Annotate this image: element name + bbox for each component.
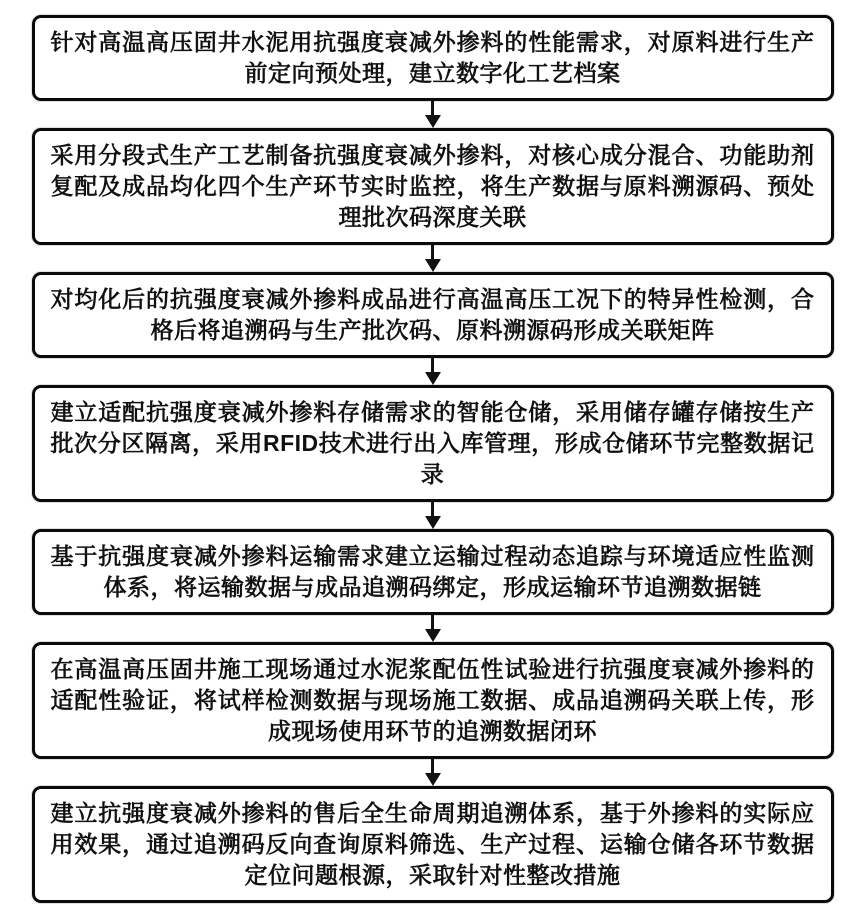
flow-step-7-text: 建立抗强度衰减外掺料的售后全生命周期追溯体系，基于外掺料的实际应用效果，通过追溯码反向查询原料筛选、生产过程、运输仓储各环节数据定位问题根源，采取针对性整改措施 xyxy=(50,800,815,888)
flow-step-5-text: 基于抗强度衰减外掺料运输需求建立运输过程动态追踪与环境适应性监测体系，将运输数据与成品追溯码绑定，形成运输环节追溯数据链 xyxy=(50,543,815,600)
flow-step-7-box xyxy=(32,786,834,903)
flow-step-3-box xyxy=(32,272,834,358)
arrow-head-icon xyxy=(425,115,441,128)
down-arrow-5 xyxy=(425,615,441,642)
flow-step-2-box xyxy=(32,128,834,245)
arrow-stem xyxy=(431,358,434,372)
flow-step-5-box xyxy=(32,529,834,615)
flowchart-column xyxy=(32,15,834,903)
arrow-head-icon xyxy=(425,372,441,385)
arrow-stem xyxy=(431,101,434,115)
flow-step-4-text: 建立适配抗强度衰减外掺料存储需求的智能仓储，采用储存罐存储按生产批次分区隔离，采用RFID技术进行出入库管理，形成仓储环节完整数据记录 xyxy=(50,399,815,487)
flow-step-4-box xyxy=(32,385,834,502)
arrow-head-icon xyxy=(425,516,441,529)
arrow-stem xyxy=(431,502,434,516)
arrow-head-icon xyxy=(425,629,441,642)
flow-step-1-box xyxy=(32,15,834,101)
arrow-stem xyxy=(431,759,434,773)
down-arrow-3 xyxy=(425,358,441,385)
flow-step-6-box xyxy=(32,642,834,759)
arrow-stem xyxy=(431,615,434,629)
flow-step-6-text: 在高温高压固井施工现场通过水泥浆配伍性试验进行抗强度衰减外掺料的适配性验证，将试样检测数据与现场施工数据、成品追溯码关联上传，形成现场使用环节的追溯数据闭环 xyxy=(50,656,815,744)
down-arrow-6 xyxy=(425,759,441,786)
arrow-stem xyxy=(431,245,434,259)
flow-step-3-text: 对均化后的抗强度衰减外掺料成品进行高温高压工况下的特异性检测，合格后将追溯码与生产批次码、原料溯源码形成关联矩阵 xyxy=(50,286,815,343)
down-arrow-2 xyxy=(425,245,441,272)
flow-step-1-text: 针对高温高压固井水泥用抗强度衰减外掺料的性能需求，对原料进行生产前定向预处理，建立数字化工艺档案 xyxy=(50,29,815,86)
down-arrow-4 xyxy=(425,502,441,529)
flow-step-2-text: 采用分段式生产工艺制备抗强度衰减外掺料，对核心成分混合、功能助剂复配及成品均化四个生产环节实时监控，将生产数据与原料溯源码、预处理批次码深度关联 xyxy=(50,142,815,230)
arrow-head-icon xyxy=(425,773,441,786)
down-arrow-1 xyxy=(425,101,441,128)
arrow-head-icon xyxy=(425,259,441,272)
